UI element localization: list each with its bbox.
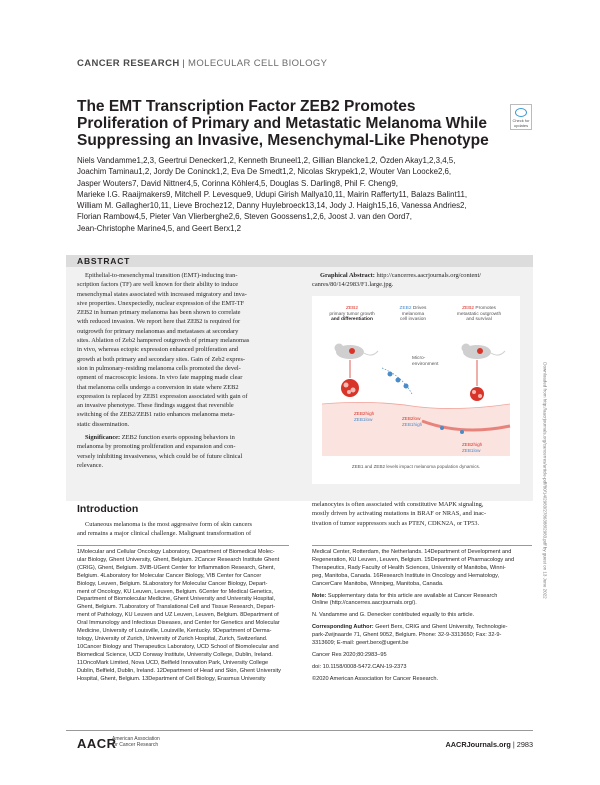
- affiliation-line: 10Cancer Biology and Therapeutics Laboratory, UCD School of Biomolecular and: [77, 643, 279, 650]
- affiliation-line: CancerCare Manitoba, Winnipeg, Manitoba, Canada.: [312, 580, 444, 587]
- abstract-line: sion in pulmonary-residing melanoma cells promoted the devel-: [77, 364, 241, 372]
- panel-text: primary tumor growth: [329, 311, 375, 317]
- note-text[interactable]: Online (http://cancerres.aacrjournals.org/).: [312, 600, 417, 607]
- graphical-abstract-label: Graphical Abstract:: [320, 272, 375, 279]
- footer-separator: |: [512, 740, 515, 749]
- author-line: William M. Gallagher10,11, Lieve Brochez12, Danny Huylebroeck13,14, Jody J. Haigh15,16, Vanessa Andries2,: [77, 201, 467, 211]
- mouse-right-icon: [462, 344, 506, 360]
- intro-line: mostly driven by activating mutations in BRAF or NRAS, and inac-: [312, 510, 487, 518]
- affiliation-line: Dublin, Belfield, Dublin, Ireland. 12Department of Head and Skin, Ghent University: [77, 667, 281, 674]
- graphical-abstract-link[interactable]: canres/80/14/2983/F1.large.jpg.: [312, 281, 394, 289]
- abstract-line: scription factors (TF) are well known for their ability to induce: [77, 281, 239, 289]
- author-line: Florian Rambow4,5, Pieter Van Vlierberghe2,6, Steven Goossens1,2,6, Joost J. van den Oord7,: [77, 212, 412, 222]
- abstract-line: expression is replaced by ZEB1 expression associated with gain of: [77, 392, 248, 400]
- affiliation-line: Medical Center, Rotterdam, the Netherlands. 14Department of Development and: [312, 549, 512, 555]
- abstract-line: mesenchymal states associated with increased migratory and inva-: [77, 290, 247, 298]
- panel-text: metastatic outgrowth: [456, 311, 502, 317]
- affiliation-line: Regeneration, KU Leuven, Leuven, Belgium. 15Department of Pharmacology and: [312, 556, 515, 563]
- download-watermark: [541, 282, 549, 682]
- aacr-logo-subtitle: [112, 737, 160, 749]
- affiliation-line: Department of Biomolecular Medicine, Ghent University and University Hospital,: [77, 596, 276, 603]
- intro-text-left: [77, 520, 289, 539]
- panel-text: melanoma: [401, 311, 425, 317]
- intro-text-right: [312, 500, 532, 528]
- micro-text: Micro-: [412, 356, 426, 361]
- affiliation-line: tology, University of Zurich, University of Zurich Hospital, Zurich, Switzerland.: [77, 635, 268, 642]
- significance-line: ZEB2 function exerts opposing behaviors in: [120, 434, 235, 441]
- title-line: Proliferation of Primary and Metastatic Melanoma While: [77, 115, 487, 132]
- author-line: Marieke I.G. Raaijmakers9, Mitchell P. Levesque9, Udupi Girish Mallya10,11, Mairin Rafferty11, Balazs Balint11,: [77, 189, 468, 199]
- panel-text: Drives: [411, 306, 427, 311]
- gene-label: ZEB2: [462, 306, 475, 311]
- microenvironment-label: [412, 356, 452, 367]
- author-line: Jean-Christophe Marine4,5, and Geert Berx1,2: [77, 223, 242, 233]
- check-for-updates-badge[interactable]: [510, 104, 532, 130]
- intro-line: melanocytes is often associated with constitutive MAPK signaling,: [312, 501, 484, 508]
- abstract-header-bar: [66, 255, 533, 267]
- abstract-line: with reduced invasion. We report here that ZEB2 is required for: [77, 318, 241, 326]
- citation: Cancer Res 2020;80:2983–95: [312, 651, 387, 658]
- footer-page-info: [446, 740, 533, 749]
- affiliations-right: [312, 549, 532, 684]
- logo-sub-line: American Association: [112, 736, 160, 742]
- abstract-line: that melanoma cells undergo a conversion in state where ZEB2: [77, 383, 239, 391]
- doi-link[interactable]: 10.1158/0008-5472.CAN-19-2373: [321, 663, 407, 670]
- affiliations-left: [77, 549, 289, 683]
- graphical-abstract-link[interactable]: http://cancerres.aacrjournals.org/content/: [374, 272, 482, 279]
- author-list: [77, 155, 517, 234]
- note-label: Note:: [312, 592, 327, 599]
- gene-label: ZEB2: [399, 306, 412, 311]
- affiliation-line: 11OncoMark Limited, Nova UCD, Belfield Innovation Park, University College: [77, 659, 269, 666]
- download-watermark-text: Downloaded from http://aacrjournals.org/cancerres/article-pdf/80/14/2983/2786388/2983.pdf by guest on 13 June 2022: [542, 362, 548, 599]
- author-line: Jasper Wouters7, David Nittner4,5, Corinna Köhler4,5, Douglas S. Darling8, Phil F. Cheng9,: [77, 178, 398, 188]
- journal-header: [77, 58, 327, 69]
- mouse-left-icon: [335, 344, 379, 360]
- abstract-line: opment of macroscopic lesions. In vivo fate mapping made clear: [77, 374, 243, 382]
- significance-line: relevance.: [77, 461, 104, 469]
- gene-level-label: ZEB2high: [462, 442, 483, 447]
- abstract-line: static dissemination.: [77, 420, 130, 428]
- doi-label: doi:: [312, 663, 322, 670]
- gene-level-label: ZEB1low: [354, 417, 373, 422]
- affiliation-line: peg, Manitoba, Canada. 16Research Institute in Oncology and Hematology,: [312, 572, 500, 579]
- gene-level-label: ZEB2high: [354, 411, 375, 416]
- affiliation-line: Biology, Leuven, Belgium. 5Laboratory for Molecular Cancer Biology, Depart-: [77, 580, 268, 587]
- figure-footer-caption: ZEB1 and ZEB2 levels impact melanoma population dynamics.: [351, 464, 481, 469]
- affiliation-line: Ghent, Belgium. 7Laboratory of Translational Cell and Tissue Research, Depart-: [77, 604, 276, 611]
- abstract-line: growth at both primary and secondary sites. Gain of Zeb2 expres-: [77, 355, 246, 363]
- title-line: The EMT Transcription Factor ZEB2 Promotes: [77, 98, 416, 115]
- footnote-rule: [312, 545, 532, 546]
- gene-label: ZEB2: [346, 306, 358, 311]
- affiliation-line: Hospital, Ghent, Belgium. 13Department of Cell Biology, Erasmus University: [77, 675, 266, 682]
- panel-text: and survival: [466, 317, 492, 323]
- corresponding-author-text: park-Zwijnaarde 71, Ghent 9052, Belgium. Phone: 32-9-3313650; Fax: 32-9-: [312, 632, 502, 639]
- aacr-logo[interactable]: AACR: [77, 736, 117, 751]
- panel-text: cell invasion: [399, 317, 427, 323]
- section-name: MOLECULAR CELL BIOLOGY: [188, 58, 328, 69]
- title-line: Suppressing an Invasive, Mesenchymal-Like Phenotype: [77, 132, 489, 149]
- abstract-line: Epithelial-to-mesenchymal transition (EMT)-inducing tran-: [85, 272, 238, 279]
- affiliation-line: Biomedical Science, UCD Conway Institute, University College, Dublin, Ireland.: [77, 651, 273, 658]
- affiliation-line: ment of Oncology, KU Leuven, Leuven, Belgium. 6Center for Medical Genetics,: [77, 588, 274, 595]
- author-line: Joachim Taminau1,2, Jordy De Coninck1,2, Eva De Smedt1,2, Nicolas Skrypek1,2, Wouter Van Loocke2,6,: [77, 167, 452, 177]
- affiliation-line: ment of Pathology, KU Leuven and UZ Leuven, Leuven, Belgium. 8Department of: [77, 612, 279, 619]
- journal-website-link[interactable]: AACRJournals.org: [445, 740, 511, 749]
- significance-line: versely inhibiting invasiveness, which could be of future clinical: [77, 452, 243, 460]
- micro-text: environment: [412, 361, 439, 367]
- corresponding-author-text: Geert Berx, CRIG and Ghent University, Technologie-: [373, 624, 508, 631]
- significance-line: melanoma by promoting proliferation and expansion and con-: [77, 443, 236, 451]
- badge-line: Check for: [512, 118, 530, 123]
- footer-rule: [66, 730, 533, 731]
- graphical-abstract-drawing: [312, 296, 520, 484]
- article-title: [77, 98, 489, 149]
- author-line: Niels Vandamme1,2,3, Geertrui Denecker1,2, Kenneth Bruneel1,2, Gillian Blancke1,2, Özden Akay1,2,3,4,5,: [77, 156, 456, 165]
- page-number: 2983: [516, 740, 533, 749]
- abstract-line: switching of the ZEB2/ZEB1 ratio enhances melanoma meta-: [77, 411, 235, 419]
- graphical-abstract-figure: [312, 296, 520, 484]
- abstract-line: in vivo, whereas ectopic expression enhanced proliferation and: [77, 346, 239, 354]
- affiliation-line: ular Biology, Ghent University, Ghent, Belgium. 2Cancer Research Institute Ghent: [77, 556, 280, 563]
- affiliation-line: Belgium. 4Laboratory for Molecular Cancer Biology, VIB Center for Cancer: [77, 572, 262, 579]
- affiliation-line: Therapeutics, Rady Faculty of Health Sciences, University of Manitoba, Winni-: [312, 564, 506, 571]
- graphical-abstract-caption: [312, 271, 527, 290]
- gene-level-label: ZEB1high: [402, 422, 423, 427]
- affiliation-line: 1Molecular and Cellular Oncology Laboratory, Department of Biomedical Molec-: [77, 549, 275, 555]
- abstract-line: sive properties. Unexpectedly, nuclear expression of the EMT-TF: [77, 299, 245, 307]
- affiliation-line: Medicine, University of Louisville, Louisville, Kentucky. 9Department of Derma-: [77, 628, 272, 635]
- note-text: Supplementary data for this article are available at Cancer Research: [326, 592, 498, 599]
- corresponding-author-label: Corresponding Author:: [312, 624, 374, 631]
- invading-cells-icon: [382, 368, 412, 394]
- abstract-heading: ABSTRACT: [77, 256, 131, 266]
- abstract-line: outgrowth for primary melanomas and metastases at secondary: [77, 327, 239, 335]
- affiliation-line: (CRIG), Ghent, Belgium. 3VIB-UGent Center for Inflammation Research, Ghent,: [77, 564, 276, 571]
- metastasis-cluster-icon: [470, 387, 484, 401]
- intro-line: Cutaneous melanoma is the most aggressive form of skin cancers: [85, 521, 253, 528]
- abstract-line: an invasive phenotype. These findings suggest that reversible: [77, 402, 234, 410]
- gene-level-label: ZEB2low: [402, 416, 421, 421]
- copyright: ©2020 American Association for Cancer Research.: [312, 675, 439, 682]
- intro-line: and remains a major clinical challenge. Malignant transformation of: [77, 530, 252, 538]
- significance-statement: [77, 433, 289, 470]
- panel-text: and differentiation: [331, 317, 373, 323]
- journal-name: CANCER RESEARCH: [77, 58, 180, 69]
- logo-sub-line: for Cancer Research: [112, 741, 159, 748]
- affiliation-line: Oral Immunology and Infectious Diseases, and Center for Genetics and Molecular: [77, 620, 280, 627]
- header-separator: |: [182, 58, 186, 69]
- badge-line: updates: [513, 123, 529, 128]
- abstract-body: [77, 271, 289, 429]
- gene-level-label: ZEB1low: [462, 448, 481, 453]
- footnote-rule: [77, 545, 289, 546]
- abstract-line: ZEB2 in human primary melanoma has been shown to correlate: [77, 309, 241, 317]
- tumor-cluster-icon: [341, 379, 359, 397]
- section-heading-introduction: Introduction: [77, 503, 139, 515]
- panel-text: Promotes: [474, 306, 496, 311]
- crossmark-icon: [515, 108, 527, 117]
- abstract-line: sites. Ablation of Zeb2 hampered outgrowth of primary melanomas: [77, 337, 250, 345]
- significance-label: Significance:: [85, 434, 121, 441]
- corresponding-author-email[interactable]: 3313609; E-mail: geert.berx@ugent.be: [312, 640, 409, 647]
- equal-contribution-note: N. Vandamme and G. Denecker contributed equally to this article.: [312, 612, 475, 619]
- intro-line: tivation of tumor suppressors such as PTEN, CDKN2A, or TP53.: [312, 519, 480, 527]
